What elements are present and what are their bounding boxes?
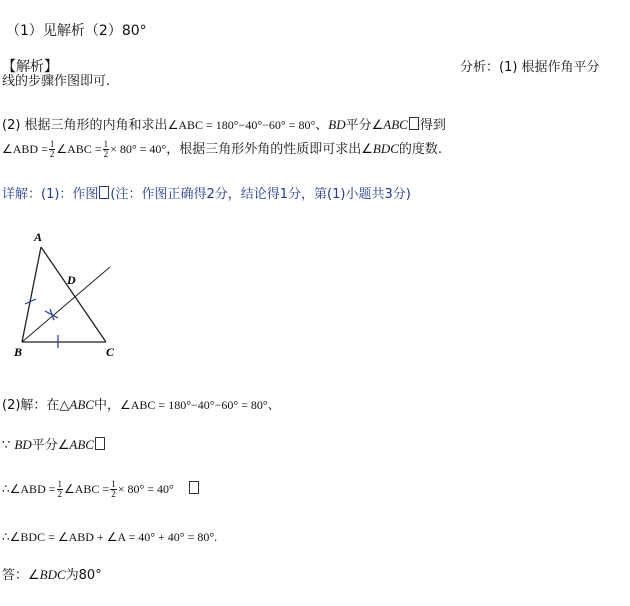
vertex-label-a: A bbox=[34, 230, 43, 244]
angle-equation: ∠ABD = bbox=[2, 142, 48, 156]
placeholder-box-icon bbox=[189, 481, 199, 494]
analysis-paragraph-2 bbox=[2, 116, 446, 135]
detail-note: (注：作图正确得2分，结论得1分，第(1)小题共3分) bbox=[110, 187, 411, 202]
angle-label: ABC bbox=[383, 117, 408, 132]
fraction-numerator: 1 bbox=[49, 139, 55, 149]
final-answer bbox=[2, 566, 102, 585]
final-text: 答：∠ bbox=[2, 568, 40, 583]
vertex-label-c: C bbox=[106, 345, 115, 359]
solution-line-1 bbox=[2, 396, 280, 415]
fraction-half bbox=[103, 140, 110, 159]
detail-prefix: 详解：(1)：作图 bbox=[2, 187, 99, 202]
angle-equation: ∠ABC = 180°−40°−60° = 80° bbox=[167, 118, 316, 132]
vertex-label-b: B bbox=[14, 345, 23, 359]
point-label-d: D bbox=[67, 273, 76, 287]
angle-label: BDC bbox=[372, 141, 399, 156]
placeholder-box-icon bbox=[99, 186, 109, 199]
fraction-numerator: 1 bbox=[57, 479, 62, 489]
solution-text: ∵ bbox=[2, 438, 15, 453]
analysis-text: 、 bbox=[315, 118, 329, 133]
angle-equation: ∴∠ABD = bbox=[2, 482, 56, 496]
solution-line-4 bbox=[2, 528, 217, 547]
fraction-numerator: 1 bbox=[111, 479, 116, 489]
final-text: 为80° bbox=[65, 568, 102, 583]
analysis-text: (2) 根据三角形的内角和求出 bbox=[2, 118, 168, 133]
angle-equation: ∴∠BDC = ∠ABD + ∠A = 40° + 40° = 80°. bbox=[2, 530, 218, 544]
analysis-heading: 【解析】 bbox=[2, 59, 58, 75]
angle-equation: ∠ABC = 180°−40°−60° = 80°、 bbox=[120, 398, 280, 412]
side-ac bbox=[41, 247, 106, 342]
solution-line-3 bbox=[2, 480, 200, 499]
angle-label: ABC bbox=[69, 437, 94, 452]
segment-label: BD bbox=[14, 437, 32, 452]
fraction-half bbox=[57, 480, 64, 499]
angle-equation: × 80° = 40° bbox=[117, 482, 174, 496]
angle-equation: × 80° = 40° bbox=[110, 142, 167, 156]
angle-equation: ∠ABC = bbox=[64, 482, 110, 496]
answer-summary: （1）见解析（2）80° bbox=[6, 23, 147, 39]
detail-line bbox=[2, 186, 411, 204]
angle-label: BDC bbox=[39, 567, 66, 582]
analysis-text: 的度数. bbox=[398, 142, 443, 157]
solution-text: 中， bbox=[93, 398, 120, 413]
fraction-half bbox=[49, 140, 56, 159]
angle-equation: ∠ABC = bbox=[56, 142, 102, 156]
analysis-intro: 分析：(1) 根据作角平分 bbox=[460, 60, 600, 75]
solution-line-2 bbox=[2, 436, 106, 455]
fraction-denominator: 2 bbox=[111, 489, 116, 499]
segment-label: BD bbox=[328, 117, 346, 132]
analysis-paragraph-3 bbox=[2, 140, 442, 159]
solution-text: (2)解：在△ bbox=[2, 398, 70, 413]
triangle-label: ABC bbox=[69, 397, 94, 412]
analysis-text: 得到 bbox=[419, 118, 446, 133]
analysis-line2: 线的步骤作图即可. bbox=[2, 74, 111, 89]
fraction-denominator: 2 bbox=[57, 489, 62, 499]
fraction-denominator: 2 bbox=[103, 149, 109, 159]
solution-text: 平分∠ bbox=[31, 438, 70, 453]
placeholder-box-icon bbox=[409, 117, 419, 130]
fraction-numerator: 1 bbox=[103, 139, 109, 149]
fraction-half bbox=[110, 480, 117, 499]
analysis-text: 平分∠ bbox=[345, 118, 384, 133]
triangle-figure bbox=[10, 225, 150, 365]
fraction-denominator: 2 bbox=[49, 149, 55, 159]
placeholder-box-icon bbox=[95, 437, 105, 450]
analysis-text: ，根据三角形外角的性质即可求出∠ bbox=[166, 142, 373, 157]
